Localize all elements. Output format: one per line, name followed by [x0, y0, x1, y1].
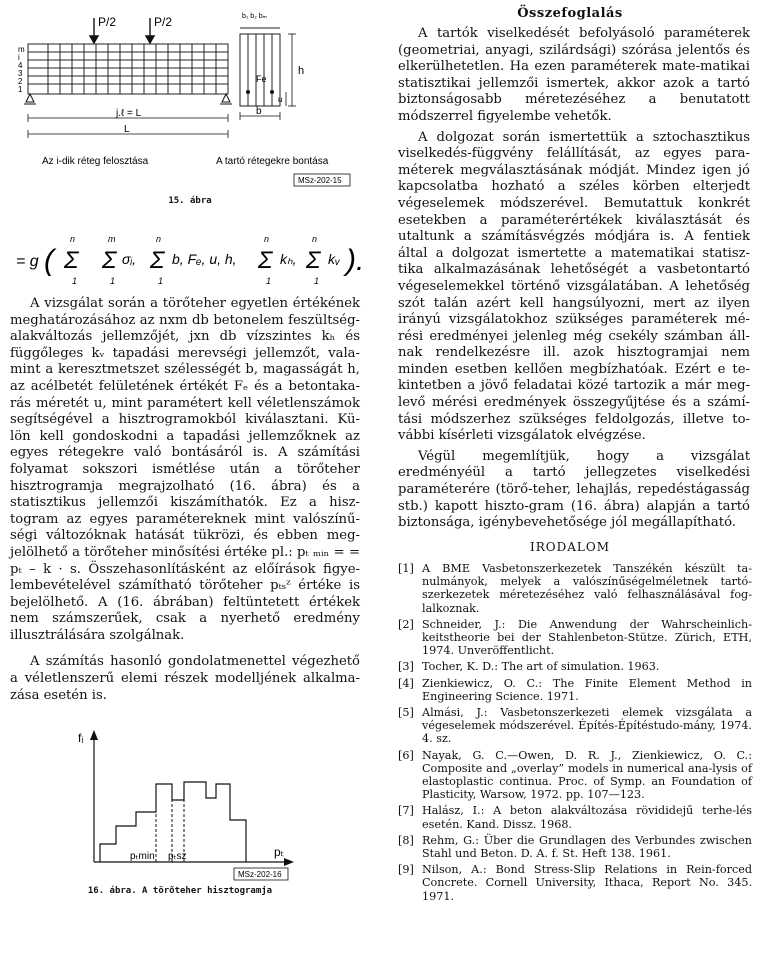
pt-min-label: pₜmin — [130, 851, 155, 862]
formula-drawing — [16, 230, 376, 290]
reference-item — [398, 706, 752, 746]
reference-text: Nayak, G. C.—Owen, D. R. J., Zienkiewicz, O. C.: Composite and „overlay” models in numerical ana-lysis of elastoplastic continua. Proc. of Symp. an Foundation of Plasticity, Warsow, 1972. pp. 107—123. — [422, 748, 752, 802]
reference-text: Nilson, A.: Bond Stress-Slip Relations in Rein-forced Concrete. Cornell University, Ithaca, Report No. 345. 1971. — [422, 863, 752, 903]
svg-text:kᵥ: kᵥ — [328, 251, 341, 267]
stamp-label: MSz-202-15 — [298, 176, 342, 185]
summary-paragraph-1: A tartók viselkedését befolyásoló paraméterek (geometriai, anyagi, szilárdsági) szórása jelentős és elkerülhetetlen. Ha ezen paraméterek mate-matikai statisztikai jellemzői ismertek, akkor azok a tartó biztonságosabb méretezéséhez a benutatott módszerrel figyelembe vehetők. — [398, 26, 750, 124]
left-paragraph-2: A számítás hasonló gondolatmenettel végezhető a véletlenszerű elemi részek modelljének alkalma-zása esetén is. — [10, 654, 360, 703]
reference-item — [398, 618, 752, 658]
histogram-drawing — [60, 712, 300, 890]
reference-item — [398, 660, 752, 673]
reference-number: [5] — [398, 706, 414, 720]
span-label-l: L — [124, 124, 130, 135]
reference-number: [7] — [398, 804, 414, 818]
svg-text:1: 1 — [266, 276, 272, 286]
caption-right: A tartó rétegekre bontása — [216, 156, 329, 167]
reference-text: Zienkiewicz, O. C.: The Finite Element Method in Engineering Science. 1971. — [422, 676, 752, 703]
svg-text:1: 1 — [314, 276, 320, 286]
svg-text:n: n — [264, 234, 270, 244]
svg-text:b, Fₑ, u, h,: b, Fₑ, u, h, — [172, 251, 237, 267]
reference-item — [398, 863, 752, 903]
svg-text:(: ( — [44, 244, 54, 277]
figure-15-title: 15. ábra — [168, 196, 212, 206]
formula — [16, 230, 376, 290]
height-label: h — [298, 65, 305, 77]
width-label: b — [256, 106, 262, 117]
layer-label-2: 2 — [18, 77, 23, 86]
cover-label: u — [278, 95, 283, 104]
reference-number: [1] — [398, 562, 414, 575]
layer-label-4: 4 — [18, 61, 23, 70]
layer-label-1: 1 — [18, 85, 23, 94]
formula-lead: = g — [16, 253, 39, 270]
svg-text:n: n — [312, 234, 318, 244]
span-label-jl: j.ℓ = L — [116, 108, 142, 119]
reference-text: Rehm, G.: Über die Grundlagen des Verbundes zwischen Stahl und Beton. D. A. f. St. Heft 138. 1961. — [422, 833, 752, 861]
reference-text: Tocher, K. D.: The art of simulation. 1963. — [422, 660, 660, 674]
reference-text: Halász, I.: A beton alakváltozása rövididejű terhe-lés esetén. Kand. Dissz. 1968. — [422, 804, 752, 831]
sum-3 — [149, 234, 166, 286]
load-label-left: P/2 — [98, 15, 117, 29]
svg-text:).: ). — [346, 244, 365, 277]
svg-text:1: 1 — [110, 276, 116, 286]
summary-paragraph-2: A dolgozat során ismertettük a sztochasztikus viselkedés-függvény felállítását, az egyes para-méterek megválasztásának módját. Mindez igen jó kapcsolatba hozható a széles körben elterjedt végeselemek módszerével. Bemutattuk konkrét esetekben a paraméterértékek kiválasztását és utaltunk a számításvégzés módjára is. A fentiek által a dolgozat ismertette a matematikai statisz-tika alkalmazásának lehetőségét a vasbetontartó végeselemekkel történő vizsgálatában. A lehetőség szót talán azért kell hangsúlyozni, mert az ilyen irányú vizsgálatokhoz szükséges paraméterek mé-rési eredményei jelenleg még csekély számban áll-nak rendelkezésre ill. azok hisztogramjai nem minden esetben kellően megbízhatóak. Ezért e te-kintetben a jövő feladatai közé tartozik a már meg-levő mérési eredmények összegyűjtése és a számí-tási módszerhez szükséges feldolgozás, illetve to-vábbi kísérleti vizsgálatok elvégzése. — [398, 129, 750, 444]
reference-number: [2] — [398, 617, 414, 631]
reference-text: A BME Vasbetonszerkezetek Tanszékén készült ta-nulmányok, melyek a valószínűségelméletnek tartó-szerkezetek méretezéséhez való felhasználásával fog-lalkoznak. — [422, 562, 752, 615]
svg-text:1: 1 — [72, 276, 78, 286]
reference-number: [9] — [398, 863, 414, 877]
reference-number: [8] — [398, 833, 414, 847]
reference-number: [6] — [398, 748, 414, 762]
load-label-right: P/2 — [154, 15, 173, 29]
reference-item — [398, 834, 752, 860]
histogram-outline — [100, 782, 246, 862]
reference-text: Almási, J.: Vasbetonszerkezeti elemek vizsgálata a végeselemek módszerével. Építés-Építéstudo-mány, 1974. 4. sz. — [422, 706, 752, 746]
reference-item — [398, 749, 752, 802]
reference-number: [4] — [398, 676, 414, 690]
summary-paragraph-3: Végül megemlítjük, hogy a vizsgálat eredményéül a tartó jellegzetes viselkedési paraméterére (törő-teher, lehajlás, repedéstágasság stb.) kapott hiszto-gram (16. ábra) alapján a tartó biztonsága, igénybevehetősége jól megállapítható. — [398, 448, 750, 531]
figure-15 — [16, 6, 376, 211]
reference-number: [3] — [398, 660, 414, 674]
sum-1 — [63, 234, 80, 286]
figure-16 — [60, 712, 300, 890]
svg-text:n: n — [70, 234, 76, 244]
svg-text:kₕ,: kₕ, — [280, 251, 297, 267]
references-list — [398, 562, 752, 906]
svg-text:m: m — [108, 234, 116, 244]
layer-label-i: i — [18, 53, 20, 62]
svg-text:Σ: Σ — [306, 247, 321, 274]
sum-2 — [101, 234, 118, 286]
figure-15-drawing — [16, 6, 376, 211]
layer-label-3: 3 — [18, 69, 23, 78]
layer-label-m: m — [18, 45, 25, 54]
svg-text:Σ: Σ — [64, 247, 79, 274]
left-paragraph-1: A vizsgálat során a törőteher egyetlen értékének meghatározásához az nxm db betonelem feszültség-alakváltozás jellemzőjét, jxn db vízszintes kₕ és függőleges kᵥ tapadási merevségi jellemzőt, vala-mint a keresztmetszet szélességét b, magasságát h, az acélbetét felületének értékét Fₑ és a betontaka-rás méretét u, mint paramétert kell véletlenszámok segítségével a hisztrogramokból kiválasztani. Kü-lön kell gondoskodni a tapadási jellemzőknek az egyes rétegekre való bontásáról is. A számítási folyamat sokszori ismétlése után a törőteher hisztrogramja megrajzolható (16. ábra) és a statisztikus jellemzői kiszámíthatók. Ez a hisz-togram az egyes paramétereknek mint valószínű-ségi változóknak hatását tükrözi, és ebben meg-jelölhető a törőteher minősítési értéke pl.: pₜ ₘᵢₙ = = pₜ – k · s. Összehasonlításként az előírások figye-lembevételével számítható törőteher pₜₛᶻ értéke is bejelölhető. A (16. ábrában) feltüntetett értékek nem számszerűek, csak a nyerhető eredmény illusztrálására szolgálnak. — [10, 296, 360, 643]
svg-text:n: n — [156, 234, 162, 244]
reference-item — [398, 677, 752, 703]
svg-text:Σ: Σ — [150, 247, 165, 274]
left-column-text — [10, 296, 360, 704]
svg-text:σᵢ,: σᵢ, — [122, 251, 137, 267]
strip-labels: b₁ b₂ bₘ — [242, 13, 268, 20]
pt-sz-label: pₜsz — [168, 851, 187, 862]
svg-text:1: 1 — [158, 276, 164, 286]
summary-heading: Összefoglalás — [517, 6, 623, 21]
hist-x-label: pₜ — [274, 845, 285, 859]
reference-item — [398, 562, 752, 615]
hist-stamp-label: MSz-202-16 — [238, 870, 282, 879]
reference-text: Schneider, J.: Die Anwendung der Wahrscheinlich-keitstheorie bei der Stahlenbeton-Stütze. Zürich, ETH, 1974. Unveröffentlicht. — [422, 617, 752, 658]
caption-left: Az i-dik réteg felosztása — [42, 156, 149, 167]
sum-5 — [305, 234, 322, 286]
rebar-label: Fe — [256, 74, 267, 84]
reference-item — [398, 804, 752, 830]
references-heading: IRODALOM — [530, 540, 610, 554]
hist-y-label: fᵢ — [78, 731, 84, 745]
sum-4 — [257, 234, 274, 286]
right-column-text — [398, 26, 750, 532]
svg-text:Σ: Σ — [258, 247, 273, 274]
svg-text:Σ: Σ — [102, 247, 117, 274]
figure-16-title: 16. ábra. A törőteher hisztogramja — [87, 886, 273, 896]
